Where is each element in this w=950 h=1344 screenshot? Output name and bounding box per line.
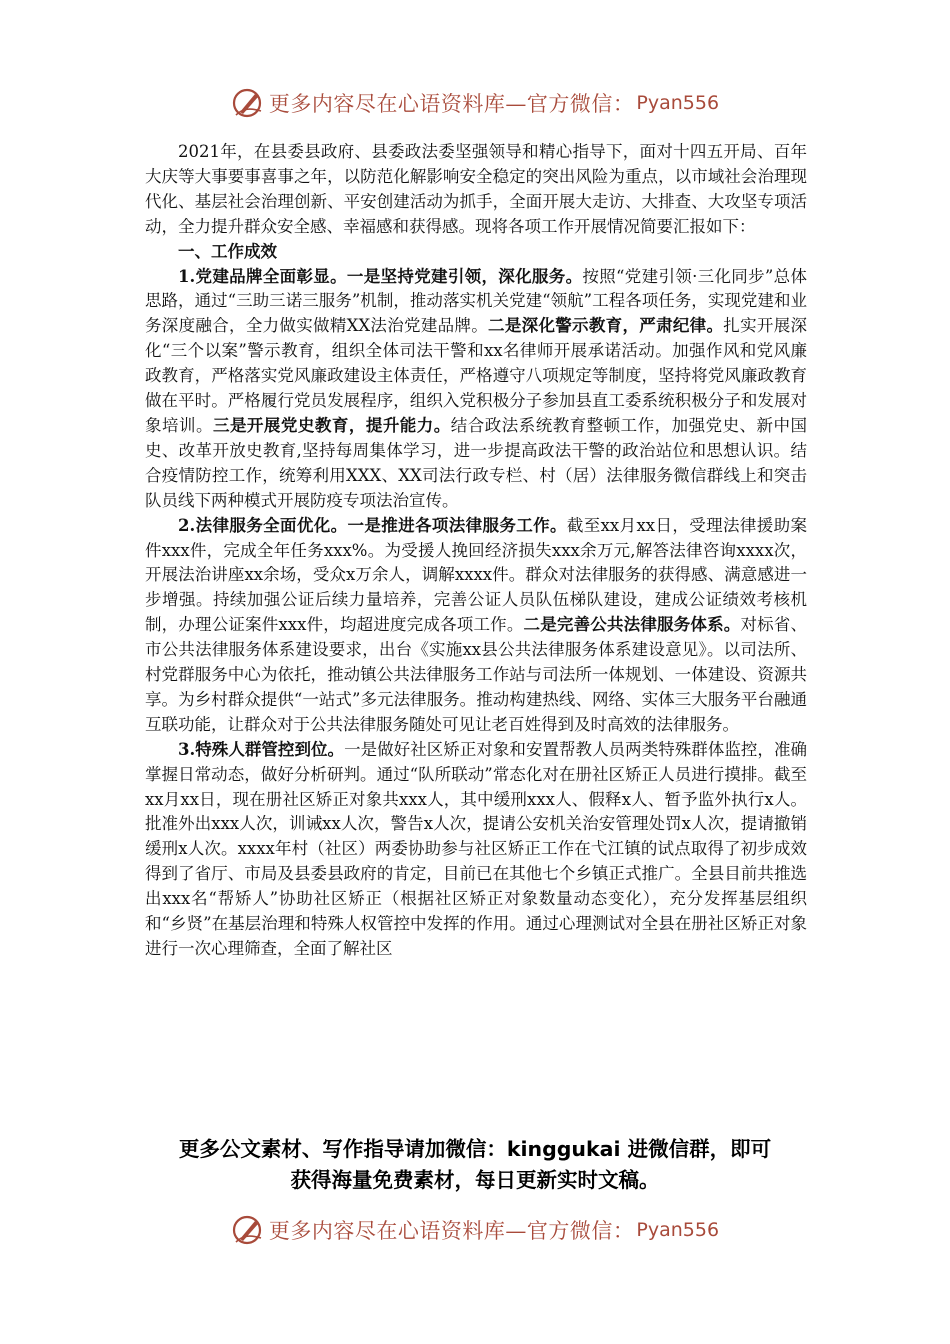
section-1-point-3: 三是开展党史教育，提升能力。	[212, 415, 451, 435]
section-2-title: 2.法律服务全面优化。	[178, 515, 348, 535]
banner-text: 更多内容尽在心语资料库—官方微信：	[268, 1219, 635, 1243]
section-1-text-2: 扎实开展深化“三个以案”警示教育，组织全体司法干警和xx名律师开展承诺活动。加强作风和党风廉政教育，严格落实党风廉政建设主体责任，严格遵守八项规定等制度，坚持将党风廉政教育做在平时。严格履行党员发展程序，组织入党积极分子参加县直工委系统积极分子和发展对象培训。	[145, 316, 808, 435]
section-heading: 一、工作成效	[178, 241, 277, 261]
banner-text: 更多内容尽在心语资料库—官方微信：	[268, 92, 635, 116]
banner-handle: Pyan556	[636, 1219, 720, 1241]
section-2-point-2: 二是完善公共法律服务体系。	[523, 615, 741, 635]
pen-logo-icon	[231, 1213, 265, 1247]
section-3-paragraph	[145, 738, 807, 962]
pen-logo-icon	[231, 86, 265, 120]
banner-handle: Pyan556	[636, 92, 720, 114]
section-2-paragraph	[145, 514, 807, 738]
watermark-banner-bottom	[0, 1210, 950, 1250]
section-2-text-1: 截至xx月xx日，受理法律援助案件xxx件，完成全年任务xxx%。为受援人挽回经济损失xxx余万元,解答法律咨询xxxx次，开展法治讲座xx余场，受众x万余人，调解xxxx件。群众对法律服务的获得感、满意感进一步增强。持续加强公证后续力量培养，完善公证人员队伍梯队建设，建成公证绩效考核机制，办理公证案件xxx件，均超进度完成各项工作。	[145, 515, 807, 635]
promo-notice	[100, 1134, 850, 1196]
section-1-paragraph	[145, 265, 807, 514]
section-2-point-1: 一是推进各项法律服务工作。	[347, 515, 567, 535]
section-1-point-2: 二是深化警示教育，严肃纪律。	[488, 316, 724, 336]
section-2-text-2: 对标省、市公共法律服务体系建设要求，出台《实施xx县公共法律服务体系建设意见》。以司法所、村党群服务中心为依托，推动镇公共法律服务工作站与司法所一体规划、一体建设、资源共享。为乡村群众提供“一站式”多元法律服务。推动构建热线、网络、实体三大服务平台融通互联功能，让群众对于公共法律服务随处可见让老百姓得到及时高效的法律服务。	[145, 615, 807, 734]
document-body	[145, 140, 807, 962]
intro-paragraph: 2021年，在县委县政府、县委政法委坚强领导和精心指导下，面对十四五开局、百年大庆等大事要事喜事之年，以防范化解影响安全稳定的突出风险为重点，以市域社会治理现代化、基层社会治理创新、平安创建活动为抓手，全面开展大走访、大排查、大攻坚专项活动，全力提升群众安全感、幸福感和获得感。现将各项工作开展情况简要汇报如下：	[145, 142, 807, 236]
watermark-banner-top	[0, 83, 950, 123]
promo-line-1: 更多公文素材、写作指导请加微信：kinggukai 进微信群，即可	[178, 1137, 772, 1161]
promo-line-2: 获得海量免费素材，每日更新实时文稿。	[290, 1168, 660, 1192]
section-3-title: 3.特殊人群管控到位。	[178, 739, 345, 759]
section-1-point-1: 一是坚持党建引领，深化服务。	[346, 266, 583, 286]
section-1-title: 1.党建品牌全面彰显。	[178, 266, 347, 286]
section-3-text-1: 一是做好社区矫正对象和安置帮教人员两类特殊群体监控，准确掌握日常动态，做好分析研判。通过“队所联动”常态化对在册社区矫正人员进行摸排。截至xx月xx日，现在册社区矫正对象共xxx人，其中缓刑xxx人、假释x人、暂予监外执行x人。批准外出xxx人次，训诫xx人次，警告x人次，提请公安机关治安管理处罚x人次，提请撤销缓刑x人次。xxxx年村（社区）两委协助参与社区矫正工作在弋江镇的试点取得了初步成效得到了省厅、市局及县委县政府的肯定，目前已在其他七个乡镇正式推广。全县目前共推选出xxx名“帮矫人”协助社区矫正（根据社区矫正对象数量动态变化），充分发挥基层组织和“乡贤”在基层治理和特殊人权管控中发挥的作用。通过心理测试对全县在册社区矫正对象进行一次心理筛查，全面了解社区	[145, 739, 808, 958]
section-1-text-1: 按照“党建引领·三化同步”总体思路，通过“三助三诺三服务”机制，推动落实机关党建“领航”工程各项任务，实现党建和业务深度融合，全力做实做精XX法治党建品牌。	[145, 266, 807, 336]
section-1-text-3: 结合政法系统教育整顿工作，加强党史、新中国史、改革开放史教育,坚持每周集体学习，进一步提高政法干警的政治站位和思想认识。结合疫情防控工作，统筹利用XXX、XX司法行政专栏、村（居）法律服务微信群线上和突击队员线下两种模式开展防疫专项法治宣传。	[145, 415, 808, 510]
